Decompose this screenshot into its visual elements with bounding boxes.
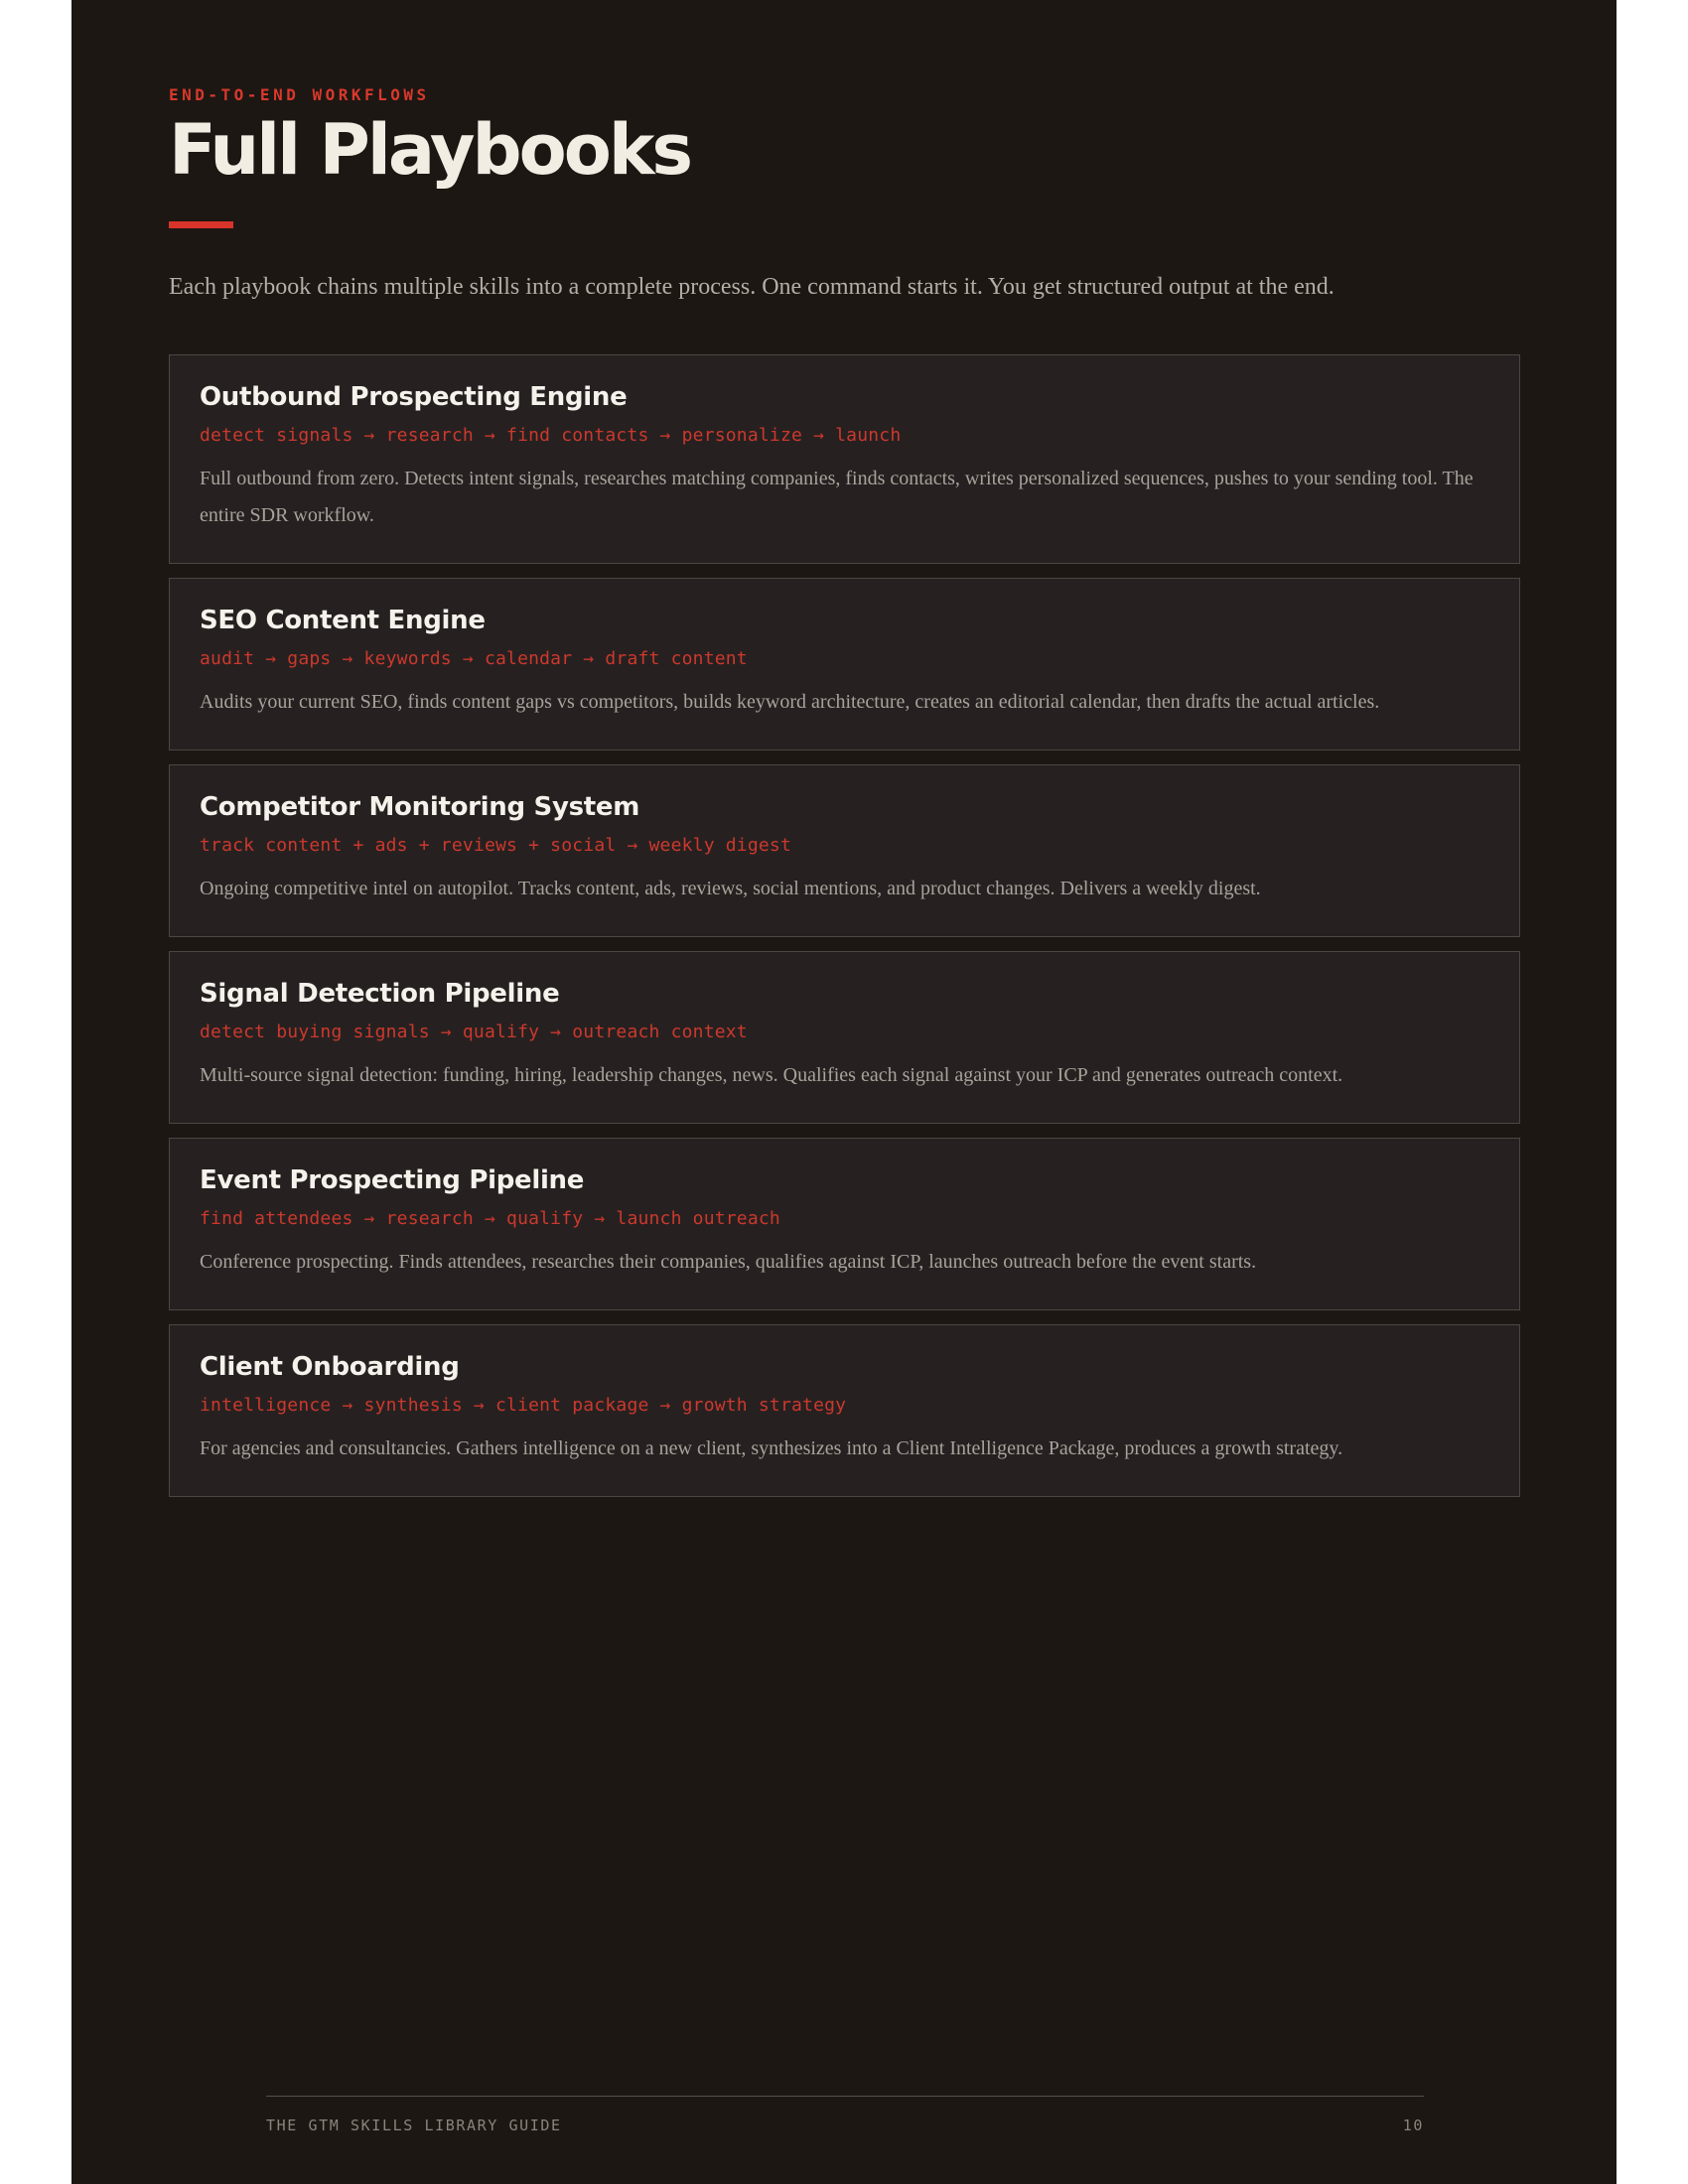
playbook-description: Multi-source signal detection: funding, hiring, leadership changes, news. Qualifies each signal against your ICP and generates outreach context. — [200, 1063, 1343, 1086]
playbook-flow: audit → gaps → keywords → calendar → draft content — [200, 647, 748, 669]
playbook-flow: track content + ads + reviews + social → weekly digest — [200, 834, 791, 856]
playbook-card-event-prospecting — [169, 1138, 1520, 1310]
page-footer — [266, 2096, 1424, 2134]
playbook-card-client-onboarding — [169, 1324, 1520, 1497]
playbook-flow: detect signals → research → find contacts → personalize → launch — [200, 424, 902, 446]
playbook-flow: find attendees → research → qualify → launch outreach — [200, 1207, 780, 1229]
playbook-card-competitor-monitoring — [169, 764, 1520, 937]
playbook-description: Conference prospecting. Finds attendees, researches their companies, qualifies against ICP, launches outreach before the event starts. — [200, 1250, 1257, 1273]
playbook-description: Ongoing competitive intel on autopilot. Tracks content, ads, reviews, social mentions, and product changes. Delivers a weekly digest. — [200, 877, 1261, 899]
playbook-flow: detect buying signals → qualify → outreach context — [200, 1021, 748, 1042]
intro-paragraph: Each playbook chains multiple skills into a complete process. One command starts it. You get structured output at the end. — [169, 273, 1335, 300]
footer-guide-title: THE GTM SKILLS LIBRARY GUIDE — [266, 2116, 562, 2134]
playbook-title: SEO Content Engine — [200, 605, 486, 635]
title-accent-rule — [169, 221, 233, 228]
playbook-description: Full outbound from zero. Detects intent signals, researches matching companies, finds contacts, writes personalized sequences, pushes to your sending tool. The entire SDR workflow. — [200, 467, 1474, 526]
playbook-title: Signal Detection Pipeline — [200, 978, 560, 1009]
playbook-title: Event Prospecting Pipeline — [200, 1164, 585, 1195]
section-eyebrow: END-TO-END WORKFLOWS — [169, 85, 430, 104]
playbook-description: For agencies and consultancies. Gathers intelligence on a new client, synthesizes into a Client Intelligence Package, produces a growth strategy. — [200, 1436, 1343, 1459]
playbook-card-list — [169, 354, 1520, 1497]
playbook-description: Audits your current SEO, finds content gaps vs competitors, builds keyword architecture, creates an editorial calendar, then drafts the actual articles. — [200, 690, 1380, 713]
playbook-title: Competitor Monitoring System — [200, 791, 640, 822]
playbook-flow: intelligence → synthesis → client package → growth strategy — [200, 1394, 847, 1416]
playbook-title: Outbound Prospecting Engine — [200, 381, 628, 412]
footer-page-number: 10 — [1402, 2116, 1424, 2134]
playbook-card-seo-content — [169, 578, 1520, 751]
page-content — [169, 0, 1520, 2184]
playbook-card-outbound-prospecting — [169, 354, 1520, 564]
playbook-card-signal-detection — [169, 951, 1520, 1124]
playbook-title: Client Onboarding — [200, 1351, 460, 1382]
document-page — [71, 0, 1617, 2184]
page-title: Full Playbooks — [169, 109, 691, 191]
